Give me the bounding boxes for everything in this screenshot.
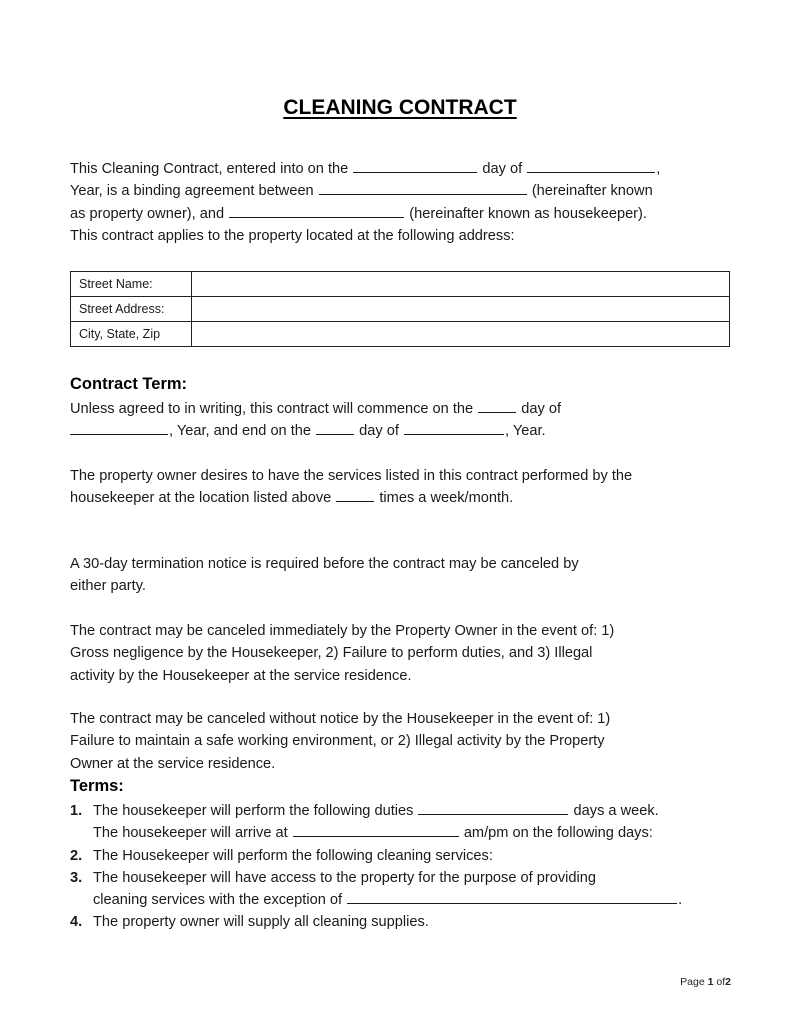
start-day-field[interactable] bbox=[478, 398, 516, 413]
term-text: , Year, and end on the bbox=[169, 423, 312, 440]
intro-text: This Cleaning Contract, entered into on the bbox=[70, 161, 349, 177]
term-item-text: The property owner will supply all cleaning supplies. bbox=[93, 914, 429, 931]
table-row bbox=[71, 272, 730, 297]
total-pages: 2 bbox=[725, 976, 731, 988]
frequency-field[interactable] bbox=[336, 487, 374, 502]
owner-cancel-text: Gross negligence by the Housekeeper, 2) Failure to perform duties, and 3) Illegal bbox=[70, 645, 593, 662]
page-label: Page bbox=[680, 976, 705, 988]
term-text: day of bbox=[521, 401, 562, 417]
terms-item-4 bbox=[70, 911, 735, 933]
termination-paragraph bbox=[70, 553, 735, 598]
city-state-zip-label: City, State, Zip bbox=[71, 322, 192, 347]
term-item-text: cleaning services with the exception of bbox=[93, 892, 343, 909]
terms-heading: Terms: bbox=[70, 777, 124, 795]
start-month-field[interactable] bbox=[70, 420, 168, 435]
services-text: housekeeper at the location listed above bbox=[70, 490, 332, 507]
intro-text: Year, is a binding agreement between bbox=[70, 183, 314, 200]
street-name-field[interactable] bbox=[192, 272, 730, 297]
term-item-text: am/pm on the following days: bbox=[463, 825, 653, 842]
termination-text: A 30-day termination notice is required before the contract may be canceled by bbox=[70, 556, 579, 572]
keeper-cancel-text: Failure to maintain a safe working environment, or 2) Illegal activity by the Property bbox=[70, 733, 605, 750]
item-number: 3. bbox=[70, 869, 83, 886]
term-item-text: The housekeeper will arrive at bbox=[93, 825, 288, 842]
city-state-zip-field[interactable] bbox=[192, 322, 730, 347]
housekeeper-name-field[interactable] bbox=[229, 203, 404, 218]
housekeeper-cancellation-paragraph bbox=[70, 708, 735, 775]
item-number: 1. bbox=[70, 803, 83, 819]
item-number: 2. bbox=[70, 847, 83, 864]
end-day-field[interactable] bbox=[316, 420, 354, 435]
contract-date-month-field[interactable] bbox=[527, 158, 655, 173]
intro-paragraph bbox=[70, 158, 735, 247]
terms-item-2 bbox=[70, 845, 735, 867]
owner-cancel-text: activity by the Housekeeper at the service residence. bbox=[70, 667, 412, 684]
of-label: of bbox=[716, 976, 726, 988]
page-number bbox=[680, 976, 731, 988]
document-title: CLEANING CONTRACT bbox=[283, 96, 517, 119]
owner-cancellation-paragraph bbox=[70, 620, 735, 687]
term-text: day of bbox=[359, 423, 399, 440]
end-month-field[interactable] bbox=[404, 420, 504, 435]
table-row bbox=[71, 322, 730, 347]
term-item-text: . bbox=[678, 892, 683, 909]
term-item-text: The housekeeper will have access to the property for the purpose of providing bbox=[93, 869, 596, 886]
intro-text: This contract applies to the property located at the following address: bbox=[70, 227, 515, 244]
intro-text: as property owner), and bbox=[70, 205, 225, 222]
street-name-label: Street Name: bbox=[71, 272, 192, 297]
terms-list bbox=[70, 800, 735, 934]
street-address-field[interactable] bbox=[192, 297, 730, 322]
duties-days-field[interactable] bbox=[418, 800, 568, 815]
intro-text: , bbox=[656, 161, 661, 177]
contract-term-paragraph bbox=[70, 398, 735, 443]
services-frequency-paragraph bbox=[70, 465, 735, 510]
terms-item-1-cont bbox=[70, 822, 735, 844]
term-item-text: The Housekeeper will perform the following cleaning services: bbox=[93, 847, 493, 864]
contract-term-heading: Contract Term: bbox=[70, 375, 188, 393]
property-owner-name-field[interactable] bbox=[319, 180, 527, 195]
services-text: The property owner desires to have the services listed in this contract performed by the bbox=[70, 468, 633, 484]
term-item-text: The housekeeper will perform the following duties bbox=[93, 803, 414, 819]
table-row bbox=[71, 297, 730, 322]
services-text: times a week/month. bbox=[379, 490, 514, 507]
intro-text: (hereinafter known bbox=[531, 183, 653, 200]
item-number: 4. bbox=[70, 914, 83, 931]
access-exception-field[interactable] bbox=[347, 889, 677, 904]
terms-item-1 bbox=[70, 800, 735, 822]
term-text: , Year. bbox=[504, 423, 546, 440]
street-address-label: Street Address: bbox=[71, 297, 192, 322]
intro-text: (hereinafter known as housekeeper). bbox=[409, 205, 647, 222]
arrival-time-field[interactable] bbox=[293, 822, 459, 837]
contract-date-day-field[interactable] bbox=[353, 158, 477, 173]
intro-text: day of bbox=[482, 161, 523, 177]
address-table bbox=[70, 271, 730, 347]
current-page: 1 bbox=[707, 976, 714, 988]
keeper-cancel-text: Owner at the service residence. bbox=[70, 755, 276, 772]
term-item-text: days a week. bbox=[573, 803, 659, 819]
term-text: Unless agreed to in writing, this contract will commence on the bbox=[70, 401, 474, 417]
keeper-cancel-text: The contract may be canceled without notice by the Housekeeper in the event of: 1) bbox=[70, 711, 611, 727]
terms-item-3 bbox=[70, 867, 735, 889]
termination-text: either party. bbox=[70, 578, 146, 595]
terms-item-3-cont bbox=[70, 889, 735, 911]
owner-cancel-text: The contract may be canceled immediately by the Property Owner in the event of: 1) bbox=[70, 623, 615, 639]
